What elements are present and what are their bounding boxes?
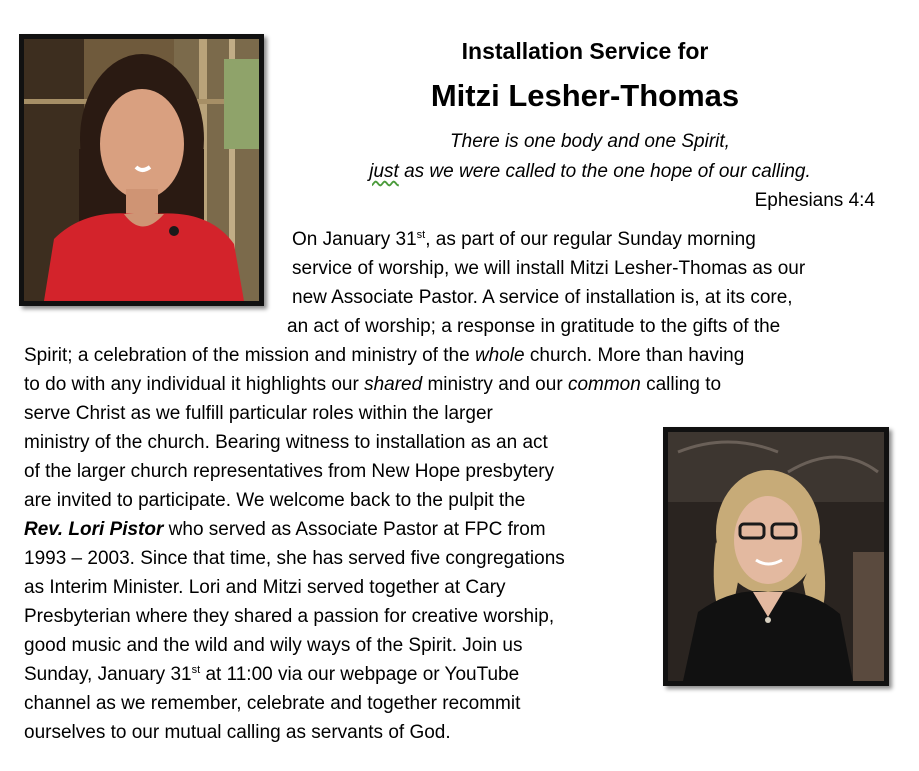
body-line [24, 664, 519, 686]
page-title-line1: Installation Service for [461, 38, 709, 64]
body-line: service of worship, we will install Mitzi Lesher-Thomas as our [292, 258, 806, 279]
body-line: 1993 – 2003. Since that time, she has served five congregations [24, 548, 565, 569]
portrait-photo-mitzi [19, 34, 264, 306]
portrait-illustration [668, 432, 884, 681]
body-line: of the larger church representatives from New Hope presbytery [24, 461, 555, 482]
superscript: st [416, 229, 426, 241]
body-line: ministry of the church. Bearing witness to installation as an act [24, 432, 548, 453]
text-run: , as part of our regular Sunday morning [425, 229, 756, 250]
body-line [24, 345, 744, 367]
text-run: church. More than having [524, 345, 745, 366]
body-line: an act of worship; a response in gratitude to the gifts of the [287, 316, 781, 337]
text-run: calling to [640, 374, 722, 395]
portrait-photo-lori [663, 427, 889, 686]
emphasis: common [567, 374, 641, 395]
scripture-reference: Ephesians 4:4 [754, 190, 875, 211]
body-line [24, 374, 721, 396]
body-line: Presbyterian where they shared a passion for creative worship, [24, 606, 555, 627]
text-run: Spirit; a celebration of the mission and ministry of the [24, 345, 475, 366]
spellcheck-underlined-word: just [369, 161, 399, 182]
body-line [292, 229, 756, 251]
text-run: who served as Associate Pastor at FPC from [163, 519, 546, 540]
body-line: new Associate Pastor. A service of installation is, at its core, [292, 287, 793, 308]
body-line [24, 519, 546, 541]
page-title-name: Mitzi Lesher-Thomas [430, 78, 740, 113]
body-line: ourselves to our mutual calling as servants of God. [24, 722, 451, 743]
verse-line2-text: as we were called to the one hope of our calling. [398, 161, 811, 182]
emphasis: shared [364, 374, 423, 395]
body-line: as Interim Minister. Lori and Mitzi served together at Cary [24, 577, 506, 598]
body-line: serve Christ as we fulfill particular roles within the larger [24, 403, 493, 424]
scripture-verse-line1: There is one body and one Spirit, [450, 131, 730, 152]
text-run: Sunday, January 31 [24, 664, 192, 685]
body-line: are invited to participate. We welcome back to the pulpit the [24, 490, 526, 511]
scripture-verse-line2 [300, 161, 880, 183]
emphasis: whole [474, 345, 525, 366]
text-run: ministry and our [422, 374, 568, 395]
text-run: On January 31 [292, 229, 417, 250]
portrait-illustration [24, 39, 259, 301]
superscript: st [191, 664, 201, 676]
text-run: to do with any individual it highlights our [24, 374, 365, 395]
body-line: good music and the wild and wily ways of the Spirit. Join us [24, 635, 523, 656]
body-line: channel as we remember, celebrate and together recommit [24, 693, 521, 714]
text-run: at 11:00 via our webpage or YouTube [200, 664, 520, 685]
pastor-name-emphasis: Rev. Lori Pistor [24, 519, 164, 540]
